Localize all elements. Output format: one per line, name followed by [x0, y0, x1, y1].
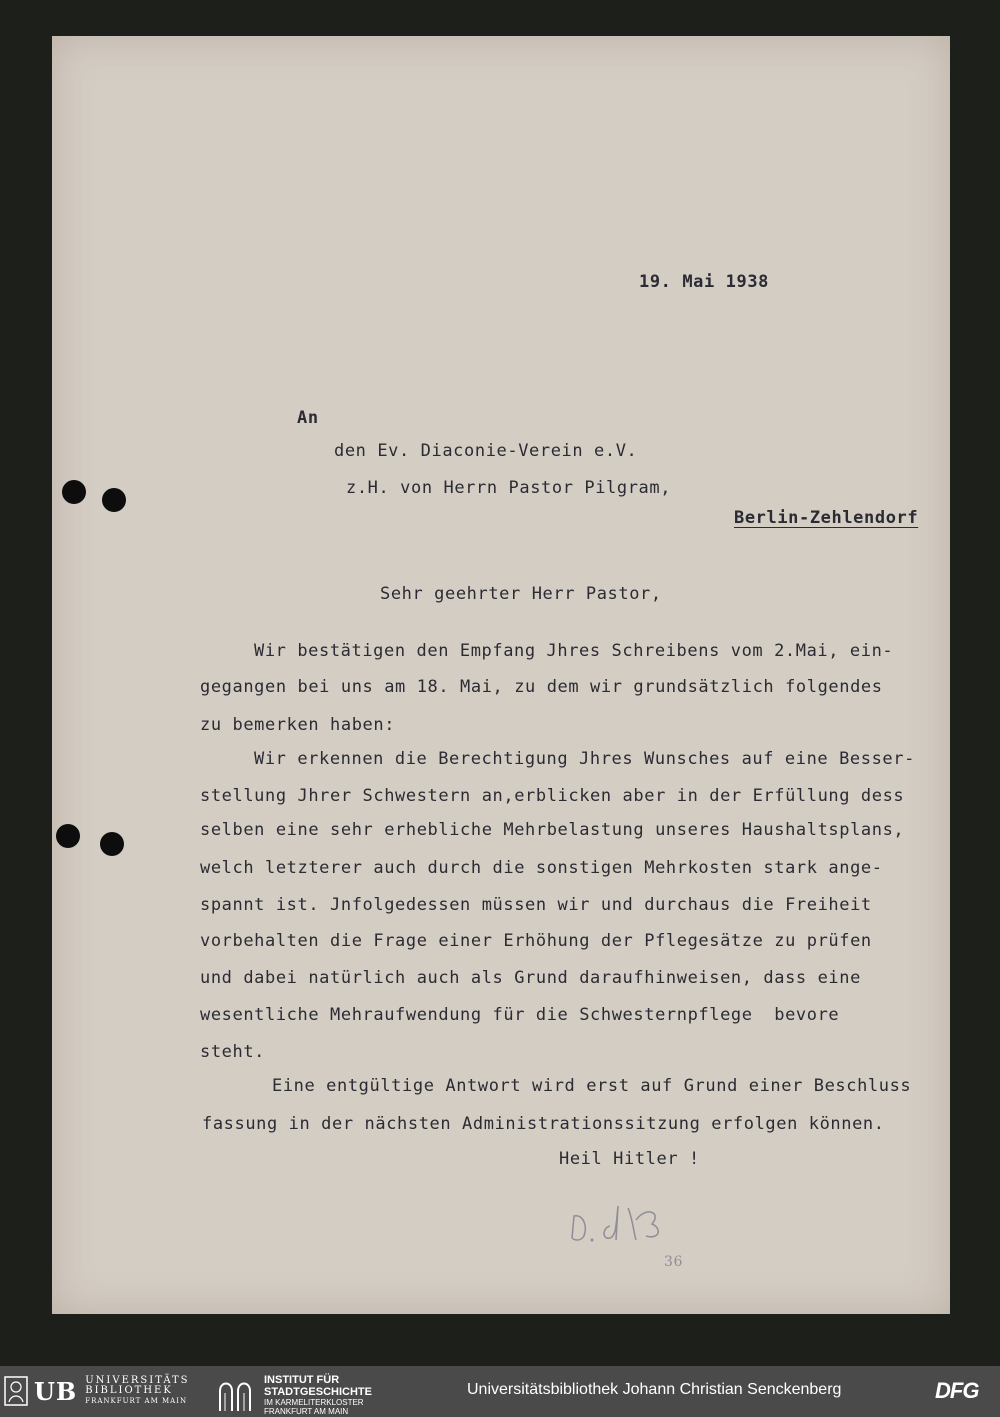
body-line: vorbehalten die Frage einer Erhöhung der Pflegesätze zu prüfen: [200, 931, 872, 951]
salutation: Sehr geehrter Herr Pastor,: [380, 584, 662, 604]
handwritten-initials: [562, 1196, 702, 1256]
recipient-city: Berlin-Zehlendorf: [734, 508, 919, 528]
ub-logo[interactable]: [4, 1376, 190, 1406]
letter-page: [52, 36, 950, 1314]
isg-logo[interactable]: [216, 1374, 372, 1416]
recipient-prefix: An: [297, 408, 319, 428]
punch-hole: [102, 488, 126, 512]
dfg-logo[interactable]: DFG: [935, 1378, 979, 1403]
goethe-portrait-icon: [4, 1376, 28, 1406]
body-line: und dabei natürlich auch als Grund daraufhinweisen, dass eine: [200, 968, 861, 988]
body-line: Wir erkennen die Berechtigung Jhres Wunsches auf eine Besser-: [254, 749, 915, 769]
body-line: Wir bestätigen den Empfang Jhres Schreibens vom 2.Mai, ein-: [254, 641, 894, 661]
body-line: wesentliche Mehraufwendung für die Schwesternpflege bevore: [200, 1005, 840, 1025]
body-line: selben eine sehr erhebliche Mehrbelastung unseres Haushaltsplans,: [200, 820, 905, 840]
footer-bar: [0, 1366, 1000, 1417]
punch-hole: [62, 480, 86, 504]
body-line: gegangen bei uns am 18. Mai, zu dem wir grundsätzlich folgendes: [200, 677, 883, 697]
ub-line-3: FRANKFURT AM MAIN: [85, 1397, 188, 1405]
isg-line-3: IM KARMELITERKLOSTER: [264, 1398, 364, 1407]
recipient-line-2: z.H. von Herrn Pastor Pilgram,: [346, 478, 672, 498]
letter-date: 19. Mai 1938: [639, 272, 770, 292]
body-line: Eine entgültige Antwort wird erst auf Grund einer Beschluss: [272, 1076, 912, 1096]
punch-hole: [100, 832, 124, 856]
ub-line-1: UNIVERSITÄTS: [85, 1375, 190, 1386]
recipient-line-1: den Ev. Diaconie-Verein e.V.: [334, 441, 638, 461]
ub-wordmark: [85, 1376, 189, 1406]
punch-hole: [56, 824, 80, 848]
body-line: stellung Jhrer Schwestern an,erblicken aber in der Erfüllung dess: [200, 786, 905, 806]
body-line: steht.: [200, 1042, 266, 1062]
closing: Heil Hitler !: [559, 1149, 700, 1169]
arch-icon: [216, 1377, 256, 1413]
body-line: fassung in der nächsten Administrationssitzung erfolgen können.: [202, 1114, 885, 1134]
body-line: spannt ist. Jnfolgedessen müssen wir und durchaus die Freiheit: [200, 895, 872, 915]
ub-line-2: BIBLIOTHEK: [85, 1385, 173, 1396]
isg-line-1: INSTITUT FÜR: [264, 1374, 340, 1386]
isg-line-2: STADTGESCHICHTE: [264, 1386, 372, 1398]
isg-wordmark: [264, 1374, 372, 1416]
isg-line-4: FRANKFURT AM MAIN: [264, 1407, 349, 1416]
page-number: 36: [664, 1254, 684, 1270]
body-line: zu bemerken haben:: [200, 715, 396, 735]
body-line: welch letzterer auch durch die sonstigen Mehrkosten stark ange-: [200, 858, 883, 878]
ub-mark: UB: [34, 1376, 78, 1406]
footer-title[interactable]: Universitätsbibliothek Johann Christian Senckenberg: [467, 1381, 842, 1398]
